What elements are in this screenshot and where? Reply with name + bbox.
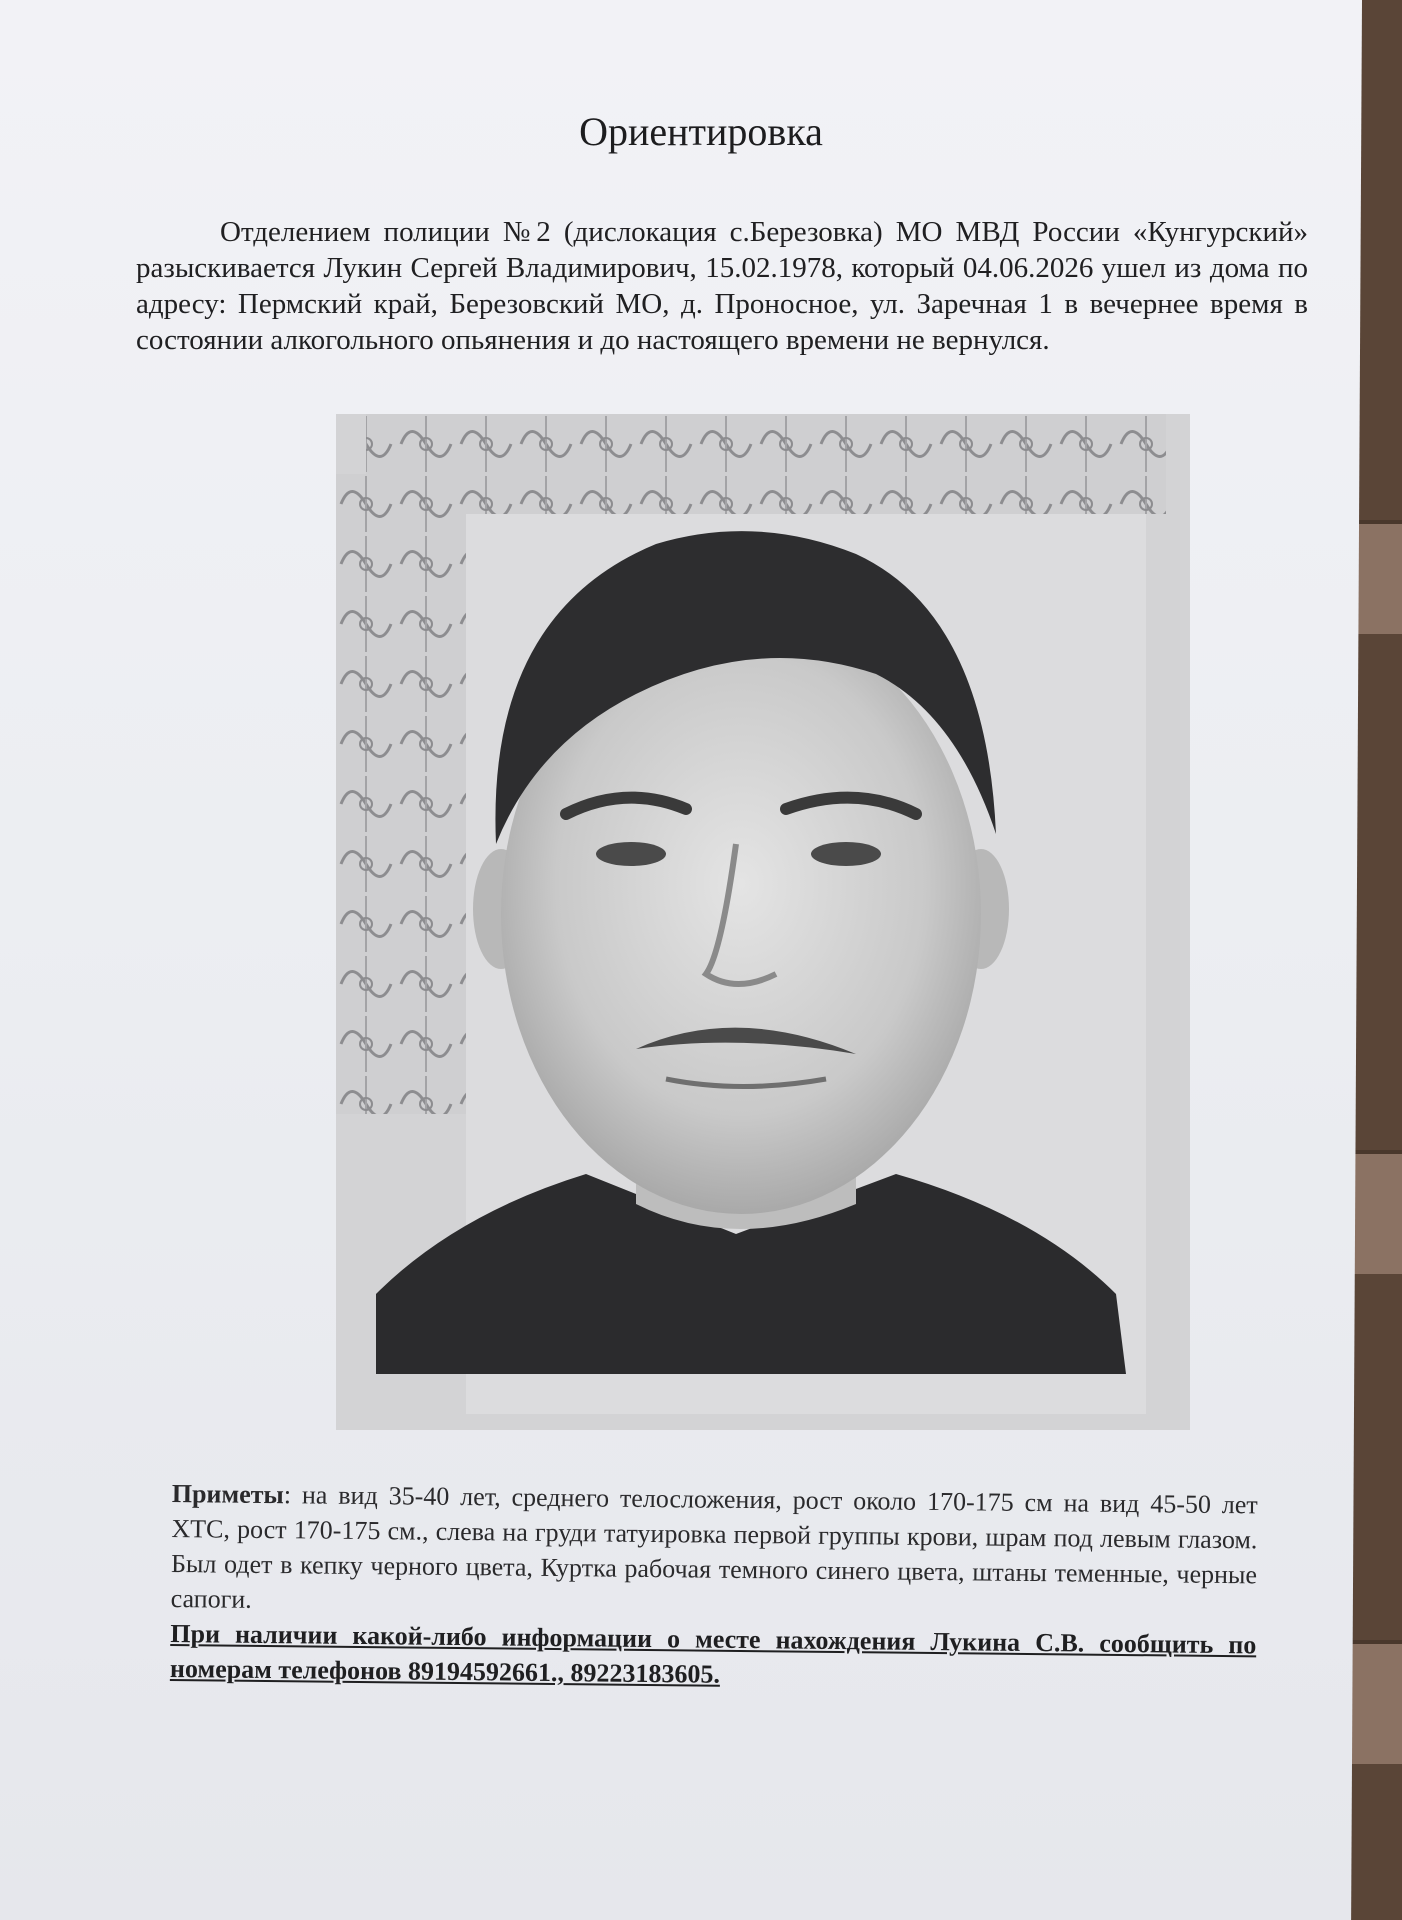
missing-person-photo bbox=[336, 414, 1190, 1430]
contact-info: При наличии какой-либо информации о месте нахождения Лукина С.В. сообщить по номерам телефонов 89194592661., 89223183605. bbox=[169, 1618, 1257, 1689]
signs-description bbox=[170, 1476, 1258, 1697]
signs-text: : на вид 35-40 лет, среднего телосложения, рост около 170-175 см на вид 45-50 лет ХТС, рост 170-175 см., слева на груди татуировка первой группы крови, шрам под левым глазом. Был одет в кепку черного цвета, Куртка рабочая темного синего цвета, штаны теменные, черные сапоги. bbox=[170, 1480, 1258, 1614]
ornament-left bbox=[336, 474, 466, 1114]
notice-title: Ориентировка bbox=[579, 109, 823, 154]
signs-label: Приметы bbox=[171, 1478, 284, 1510]
notice-intro-paragraph: Отделением полиции №2 (дислокация с.Березовка) МО МВД России «Кунгурский» разыскивается Лукин Сергей Владимирович, 15.02.1978, который 04.06.2026 ушел из дома по адресу: Пермский край, Березовский МО, д. Проносное, ул. Заречная 1 в вечернее время в состоянии алкогольного опьянения и до настоящего времени не вернулся. bbox=[136, 216, 1308, 356]
ornament-top bbox=[366, 414, 1166, 514]
